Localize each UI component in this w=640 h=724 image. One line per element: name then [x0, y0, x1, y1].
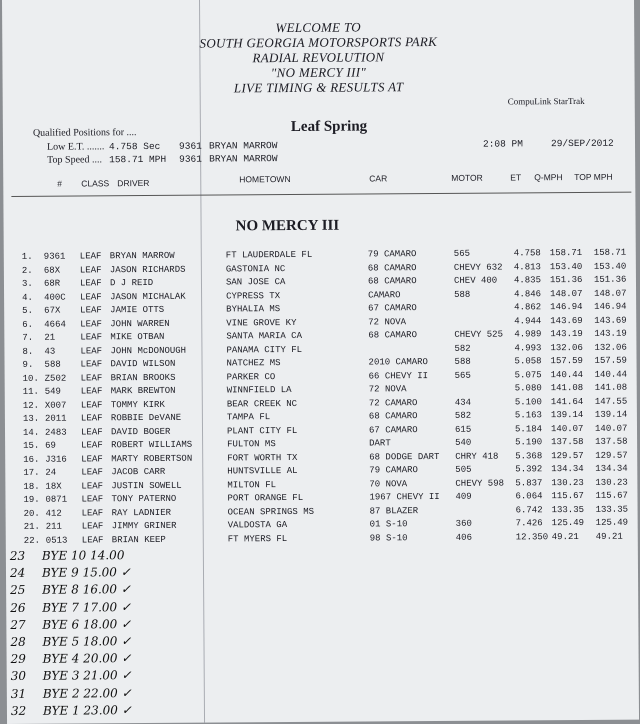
row-motor: 565	[454, 370, 471, 381]
row-class: LEAF	[80, 332, 103, 343]
row-car: 1967 CHEVY II	[369, 491, 440, 503]
handwritten-position: 30	[10, 669, 27, 684]
top-speed-value: 158.71 MPH	[109, 153, 167, 166]
row-car-number: 21	[44, 332, 56, 343]
row-car-number: 4664	[44, 319, 66, 330]
row-qmph: 137.58	[551, 436, 584, 448]
row-et: 4.862	[514, 302, 542, 313]
row-hometown: BYHALIA MS	[226, 304, 281, 315]
header-line: RADIAL REVOLUTION	[252, 49, 385, 66]
row-car-number: 0871	[45, 494, 68, 505]
row-driver: D J REID	[109, 277, 154, 289]
row-car-number: 24	[45, 467, 57, 478]
event-title: NO MERCY III	[235, 217, 340, 235]
row-qmph: 143.69	[550, 315, 583, 326]
row-car: 70 NOVA	[369, 478, 408, 489]
handwritten-entry: BYE 6 18.00 ✓	[42, 616, 132, 632]
col-driver: DRIVER	[117, 177, 150, 189]
report-date: 29/SEP/2012	[550, 137, 614, 150]
row-motor: 540	[455, 437, 472, 448]
row-hometown: VINE GROVE KY	[226, 317, 297, 328]
row-hometown: SANTA MARIA CA	[226, 330, 303, 342]
handwritten-entry: BYE 4 20.00 ✓	[42, 651, 132, 666]
row-class: LEAF	[80, 318, 102, 329]
row-position: 1.	[21, 251, 33, 262]
row-driver: JOHN WARREN	[110, 318, 170, 329]
row-et: 4.758	[513, 248, 541, 259]
col-qmph: Q-MPH	[534, 172, 563, 183]
row-car: 2010 CAMARO	[368, 357, 428, 368]
row-top-mph: 146.94	[594, 301, 627, 312]
row-qmph: 146.94	[550, 301, 583, 313]
row-car: DART	[369, 438, 391, 449]
row-et: 5.163	[514, 410, 542, 421]
row-qmph: 158.71	[549, 247, 583, 259]
row-hometown: PORT ORANGE FL	[227, 492, 304, 504]
row-car: 68 CAMARO	[368, 411, 418, 422]
row-et: 4.835	[513, 275, 542, 286]
row-car: 72 CAMARO	[368, 397, 418, 408]
row-motor: 588	[454, 289, 471, 300]
row-hometown: PARKER CO	[226, 371, 276, 382]
handwritten-entry: BYE 3 21.00 ✓	[42, 668, 132, 684]
header-line: WELCOME TO	[275, 19, 361, 36]
handwritten-position: 23	[9, 548, 26, 563]
row-motor: CHEV 400	[453, 275, 498, 286]
row-motor: 505	[455, 464, 472, 475]
row-car-number: 549	[44, 386, 61, 397]
row-class: LEAF	[80, 426, 103, 437]
row-class: LEAF	[80, 399, 103, 410]
row-hometown: MILTON FL	[227, 479, 277, 490]
row-et: 4.989	[514, 329, 542, 340]
row-motor: 360	[455, 518, 472, 529]
row-car-number: 2483	[44, 427, 67, 438]
row-top-mph: 125.49	[595, 517, 629, 528]
row-top-mph: 115.67	[595, 490, 628, 501]
row-position: 11.	[22, 386, 39, 397]
row-driver: JASON MICHALAK	[110, 291, 186, 302]
row-position: 12.	[22, 400, 40, 411]
row-driver: JOHN McDONOUGH	[110, 345, 187, 356]
row-et: 5.184	[514, 423, 543, 434]
row-class: LEAF	[81, 480, 104, 491]
row-position: 7.	[22, 332, 34, 343]
row-class: LEAF	[81, 494, 104, 505]
row-position: 17.	[23, 467, 40, 478]
row-car: 72 NOVA	[368, 384, 407, 395]
brand-label: CompuLink StarTrak	[507, 95, 585, 107]
row-et: 5.392	[515, 464, 543, 475]
row-et: 4.993	[514, 342, 542, 353]
row-et: 6.742	[515, 504, 543, 515]
col-class: CLASS	[81, 178, 110, 189]
row-class: LEAF	[81, 440, 103, 451]
row-qmph: 141.08	[550, 382, 584, 394]
row-top-mph: 140.07	[594, 423, 628, 434]
col-num: #	[57, 178, 63, 189]
row-top-mph: 153.40	[593, 261, 627, 272]
row-driver: BRYAN MARROW	[109, 250, 175, 262]
row-motor: CHRY 418	[455, 451, 499, 462]
row-driver: DAVID BOGER	[110, 426, 171, 437]
row-driver: JIMMY GRINER	[111, 520, 177, 532]
row-motor: 582	[454, 410, 472, 421]
row-et: 5.100	[514, 396, 542, 407]
report-time: 2:08 PM	[482, 138, 523, 150]
results-sheet	[2, 0, 639, 724]
row-class: LEAF	[81, 507, 104, 518]
row-car: 68 DODGE DART	[369, 451, 440, 462]
handwritten-entry: BYE 8 16.00 ✓	[42, 582, 131, 598]
row-position: 20.	[23, 508, 40, 519]
header-line: "NO MERCY III"	[270, 64, 367, 81]
row-qmph: 133.35	[551, 504, 585, 515]
handwritten-position: 26	[10, 600, 26, 615]
row-driver: ROBBIE DeVANE	[110, 412, 182, 424]
top-speed-driver: BRYAN MARROW	[209, 153, 278, 165]
row-position: 8.	[22, 346, 34, 357]
row-top-mph: 158.71	[593, 247, 627, 258]
row-car-number: 68X	[43, 265, 61, 276]
row-et: 4.813	[513, 261, 541, 272]
row-car-number: 412	[45, 508, 62, 519]
row-position: 22.	[23, 535, 41, 546]
row-top-mph: 129.57	[595, 450, 628, 461]
row-car: 67 CAMARO	[368, 303, 417, 314]
row-et: 5.190	[515, 437, 543, 448]
top-speed-car: 9361	[179, 153, 202, 165]
row-class: LEAF	[80, 305, 102, 316]
row-top-mph: 49.21	[595, 531, 623, 542]
row-qmph: 129.57	[551, 450, 584, 461]
row-car-number: X007	[44, 400, 67, 411]
row-car-number: 43	[44, 346, 56, 357]
row-class: LEAF	[81, 521, 104, 532]
row-class: LEAF	[79, 278, 102, 289]
row-driver: JASON RICHARDS	[109, 264, 186, 275]
row-et: 5.837	[515, 477, 543, 488]
row-motor: 434	[454, 397, 472, 408]
row-position: 16.	[23, 454, 40, 465]
row-car-number: 400C	[44, 292, 66, 303]
row-top-mph: 139.14	[594, 409, 628, 420]
row-motor: 615	[454, 424, 472, 435]
row-hometown: PLANT CITY FL	[226, 425, 298, 436]
row-et: 7.426	[515, 518, 543, 529]
row-driver: MIKE OTBAN	[110, 331, 165, 343]
row-qmph: 130.23	[551, 477, 584, 488]
col-et: ET	[510, 172, 522, 183]
row-car: CAMARO	[368, 289, 401, 300]
handwritten-position: 29	[10, 652, 26, 667]
row-car-number: 0513	[45, 535, 68, 546]
row-position: 21.	[23, 521, 40, 532]
low-et-label: Low E.T. .......	[46, 141, 105, 153]
row-top-mph: 141.08	[594, 382, 628, 393]
header-line: LIVE TIMING & RESULTS AT	[233, 79, 404, 96]
col-hometown: HOMETOWN	[239, 173, 291, 185]
row-car: 67 CAMARO	[368, 424, 418, 435]
row-position: 15.	[23, 440, 40, 451]
row-hometown: FT MYERS FL	[227, 533, 288, 544]
row-car: 66 CHEVY II	[368, 370, 429, 381]
handwritten-entry: BYE 10 14.00	[41, 548, 125, 563]
row-car: 01 S-10	[369, 519, 408, 530]
row-motor: CHEVY 632	[453, 262, 503, 273]
row-hometown: HUNTSVILLE AL	[227, 465, 298, 477]
row-hometown: OCEAN SPRINGS MS	[227, 506, 315, 517]
row-class: LEAF	[80, 372, 103, 383]
row-hometown: WINNFIELD LA	[226, 384, 292, 396]
handwritten-position: 28	[10, 634, 26, 649]
row-car-number: 69	[45, 440, 56, 451]
handwritten-position: 31	[10, 686, 27, 701]
col-motor: MOTOR	[451, 172, 483, 183]
handwritten-entry: BYE 5 18.00 ✓	[42, 634, 132, 649]
row-class: LEAF	[79, 264, 102, 275]
col-topmph: TOP MPH	[574, 171, 613, 183]
row-qmph: 141.64	[550, 396, 584, 407]
row-car-number: 67X	[44, 305, 61, 316]
row-qmph: 153.40	[549, 261, 583, 272]
row-car: 98 S-10	[369, 532, 408, 543]
row-position: 18.	[23, 481, 40, 492]
row-driver: ROBERT WILLIAMS	[111, 439, 193, 451]
row-car: 68 CAMARO	[367, 262, 417, 273]
row-car-number: J316	[45, 454, 67, 465]
handwritten-entry: BYE 1 23.00 ✓	[42, 702, 132, 718]
row-top-mph: 157.59	[594, 355, 627, 366]
row-car: 68 CAMARO	[368, 330, 417, 341]
row-driver: MARK BREWTON	[110, 385, 176, 397]
handwritten-position: 25	[10, 583, 26, 598]
handwritten-entry: BYE 2 22.00 ✓	[42, 685, 132, 701]
row-et: 5.058	[514, 356, 542, 367]
row-hometown: NATCHEZ MS	[226, 358, 281, 369]
row-et: 4.846	[514, 288, 542, 299]
row-driver: TOMMY KIRK	[110, 399, 165, 410]
header-divider	[11, 192, 631, 197]
row-top-mph: 143.19	[594, 328, 627, 339]
row-qmph: 115.67	[551, 490, 584, 502]
row-qmph: 148.07	[550, 288, 583, 299]
row-driver: BRIAN KEEP	[111, 534, 166, 545]
class-title: Leaf Spring	[290, 118, 368, 135]
row-et: 6.064	[515, 491, 543, 502]
row-position: 19.	[23, 494, 40, 505]
row-car-number: 211	[45, 521, 62, 532]
row-et: 12.350	[515, 531, 549, 542]
row-class: LEAF	[80, 291, 102, 302]
row-top-mph: 140.44	[594, 369, 628, 380]
row-car: 79 CAMARO	[369, 465, 418, 476]
handwritten-entry: BYE 7 17.00 ✓	[42, 599, 132, 615]
row-qmph: 139.14	[550, 409, 584, 421]
row-top-mph: 148.07	[594, 288, 627, 299]
row-position: 3.	[21, 278, 33, 289]
row-position: 13.	[22, 413, 40, 424]
row-hometown: FT LAUDERDALE FL	[225, 249, 313, 261]
row-hometown: TAMPA FL	[226, 412, 271, 423]
row-car-number: 2011	[44, 413, 67, 424]
row-top-mph: 130.23	[595, 477, 628, 488]
row-class: LEAF	[81, 534, 104, 545]
row-car: 72 NOVA	[368, 316, 407, 327]
col-car: CAR	[369, 173, 388, 184]
row-position: 5.	[22, 305, 34, 316]
row-car: 87 BLAZER	[369, 505, 419, 516]
row-driver: TONY PATERNO	[111, 493, 177, 505]
row-qmph: 157.59	[550, 355, 583, 367]
row-driver: JACOB CARR	[111, 466, 166, 478]
row-hometown: PANAMA CITY FL	[226, 344, 303, 355]
row-driver: JUSTIN SOWELL	[111, 480, 182, 491]
row-class: LEAF	[80, 386, 103, 397]
row-motor: 406	[455, 532, 473, 543]
low-et-car: 9361	[178, 140, 202, 152]
row-hometown: GASTONIA NC	[225, 263, 286, 274]
row-position: 6.	[22, 319, 34, 330]
row-motor: 582	[454, 343, 471, 354]
row-et: 5.075	[514, 369, 542, 380]
row-qmph: 140.44	[550, 369, 584, 380]
row-hometown: VALDOSTA GA	[227, 520, 288, 531]
row-class: LEAF	[80, 359, 103, 370]
row-top-mph: 147.55	[594, 396, 628, 407]
row-car: 79 CAMARO	[367, 249, 417, 260]
row-top-mph: 132.06	[594, 342, 627, 353]
header-line: SOUTH GEORGIA MOTORSPORTS PARK	[199, 33, 438, 51]
row-et: 5.080	[514, 383, 542, 394]
sheet-header	[2, 18, 635, 97]
row-hometown: BEAR CREEK NC	[226, 398, 298, 409]
row-position: 10.	[22, 373, 39, 384]
row-car-number: 9361	[43, 251, 66, 262]
row-class: LEAF	[80, 413, 103, 424]
row-top-mph: 151.36	[593, 274, 627, 285]
row-position: 2.	[21, 265, 33, 276]
low-et-driver: BRYAN MARROW	[208, 140, 278, 152]
row-car-number: 68R	[43, 278, 61, 289]
row-car-number: 588	[44, 359, 61, 370]
handwritten-entry: BYE 9 15.00 ✓	[41, 565, 131, 580]
row-motor: CHEVY 598	[455, 478, 505, 489]
row-qmph: 151.36	[549, 274, 583, 286]
row-car-number: 18X	[45, 481, 62, 492]
row-class: LEAF	[80, 345, 103, 356]
row-motor: 565	[453, 248, 471, 259]
low-et-value: 4.758 Sec	[108, 140, 161, 153]
row-position: 9.	[22, 359, 34, 370]
top-speed-label: Top Speed ....	[47, 154, 103, 166]
row-driver: DAVID WILSON	[110, 358, 176, 370]
row-driver: JAMIE OTTS	[110, 304, 165, 316]
row-qmph: 140.07	[550, 423, 584, 434]
row-class: LEAF	[81, 453, 103, 464]
row-hometown: CYPRESS TX	[226, 290, 281, 301]
row-position: 4.	[22, 292, 33, 303]
row-qmph: 125.49	[551, 517, 585, 529]
row-hometown: FORT WORTH TX	[227, 452, 298, 463]
row-motor: CHEVY 525	[454, 329, 503, 340]
handwritten-position: 27	[10, 617, 26, 632]
row-et: 4.944	[514, 315, 542, 326]
row-qmph: 143.19	[550, 328, 583, 340]
row-motor: 409	[455, 491, 472, 502]
row-position: 14.	[22, 427, 40, 438]
row-top-mph: 137.58	[595, 436, 628, 447]
row-driver: MARTY ROBERTSON	[111, 453, 193, 464]
handwritten-position: 32	[10, 703, 27, 718]
row-top-mph: 134.34	[595, 463, 628, 474]
row-driver: BRIAN BROOKS	[110, 372, 176, 383]
row-et: 5.368	[515, 450, 543, 461]
row-qmph: 49.21	[551, 531, 579, 542]
row-driver: RAY LADNIER	[111, 507, 172, 518]
row-top-mph: 133.35	[595, 504, 629, 515]
row-hometown: SAN JOSE CA	[225, 277, 286, 288]
row-top-mph: 143.69	[594, 315, 627, 326]
row-hometown: FULTON MS	[227, 439, 276, 450]
row-car-number: Z502	[44, 373, 67, 384]
row-class: LEAF	[81, 467, 103, 478]
row-qmph: 132.06	[550, 342, 583, 353]
row-qmph: 134.34	[551, 463, 584, 475]
row-motor: 588	[454, 356, 471, 367]
row-class: LEAF	[79, 251, 102, 262]
qualified-label: Qualified Positions for ....	[32, 127, 137, 139]
row-car: 68 CAMARO	[367, 276, 417, 287]
handwritten-position: 24	[9, 566, 26, 581]
